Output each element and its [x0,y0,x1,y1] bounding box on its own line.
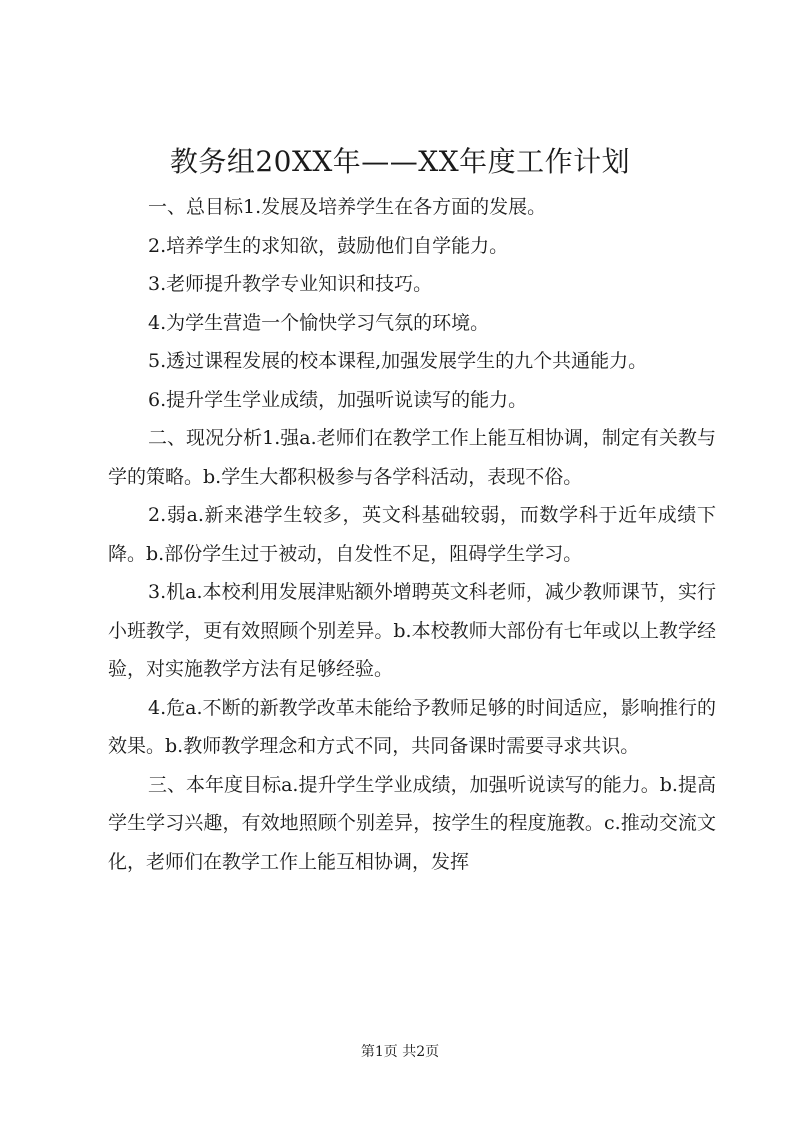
paragraph-goal-1: 一、总目标1.发展及培养学生在各方面的发展。 [148,196,547,218]
paragraph-annual-goals: 三、本年度目标a.提升学生学业成绩，加强听说读写的能力。b.提高学生学习兴趣，有效地照顾个别差异，按学生的程度施教。c.推动交流文化，老师们在教学工作上能互相协调，发挥 [108,773,716,873]
paragraph-analysis-strength: 二、现况分析1.强a.老师们在教学工作上能互相协调，制定有关教与学的策略。b.学生大都积极参与各学科活动，表现不俗。 [108,427,716,488]
page-footer: 第1页 共2页 [360,1044,440,1060]
paragraph-analysis-threat: 4.危a.不断的新教学改革未能给予教师足够的时间适应，影响推行的效果。b.教师教学理念和方式不同，共同备课时需要寻求共识。 [108,696,716,757]
document-body [108,188,716,881]
paragraph-analysis-weakness: 2.弱a.新来港学生较多，英文科基础较弱，而数学科于近年成绩下降。b.部份学生过于被动，自发性不足，阻碍学生学习。 [108,504,716,565]
paragraph-analysis-opportunity: 3.机a.本校利用发展津贴额外增聘英文科老师，减少教师课节，实行小班教学，更有效照顾个别差异。b.本校教师大部份有七年或以上教学经验，对实施教学方法有足够经验。 [108,581,716,680]
paragraph-goal-5: 5.透过课程发展的校本课程,加强发展学生的九个共通能力。 [148,350,648,372]
paragraph-goal-2: 2.培养学生的求知欲，鼓励他们自学能力。 [148,234,509,257]
paragraph-goal-3: 3.老师提升教学专业知识和技巧。 [148,273,433,295]
paragraph-goal-6: 6.提升学生学业成绩，加强听说读写的能力。 [148,388,528,411]
document-title: 教务组20XX年——XX年度工作计划 [169,145,631,178]
paragraph-goal-4: 4.为学生营造一个愉快学习气氛的环境。 [148,311,490,334]
